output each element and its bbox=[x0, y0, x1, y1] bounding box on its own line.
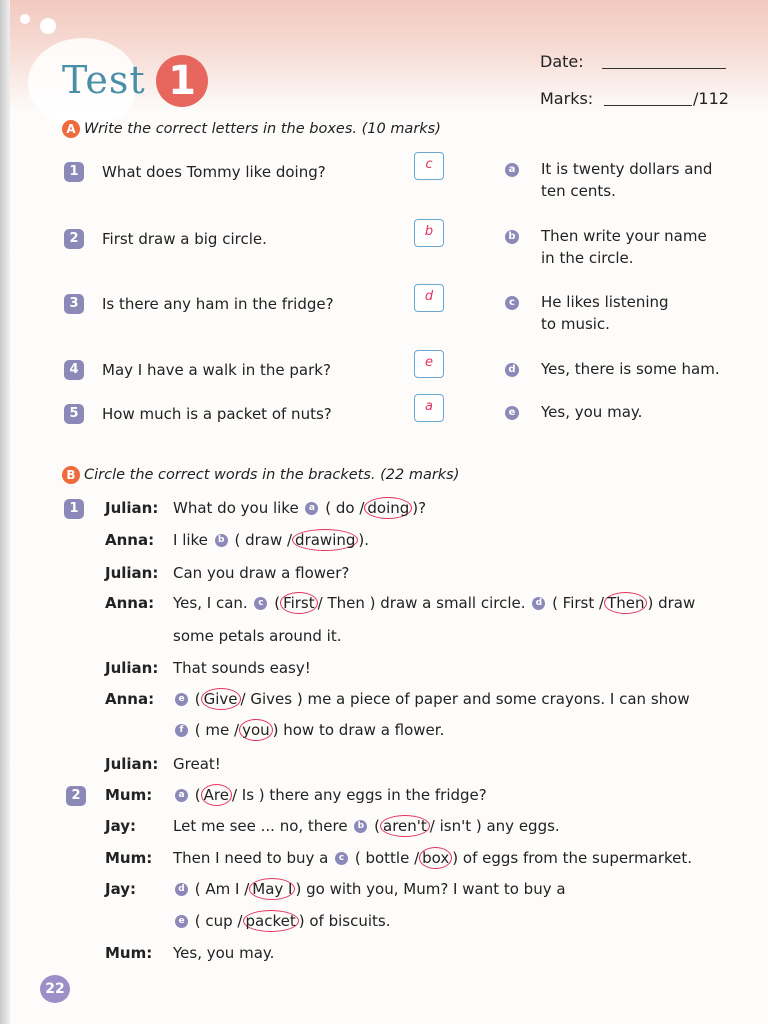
blank-letter-badge: f bbox=[175, 724, 188, 737]
dialogue-text: ) draw bbox=[647, 594, 696, 612]
speaker-name: Julian: bbox=[105, 659, 159, 677]
circled-answer[interactable]: drawing bbox=[292, 529, 358, 551]
dialogue-text: ( do / bbox=[320, 499, 365, 517]
blank-letter-badge: c bbox=[254, 597, 267, 610]
blank-letter-badge: e bbox=[175, 915, 188, 928]
blank-letter-badge: d bbox=[532, 597, 545, 610]
blank-letter-badge: a bbox=[305, 502, 318, 515]
dialogue-text: I like bbox=[173, 531, 213, 549]
dialogue-line bbox=[173, 817, 560, 835]
dialogue-line bbox=[173, 880, 566, 898]
answer-line: It is twenty dollars and bbox=[541, 160, 713, 178]
dialogue-text: Let me see ... no, there bbox=[173, 817, 353, 835]
dialogue-text: ( me / bbox=[190, 721, 240, 739]
blank-letter-badge: b bbox=[354, 820, 367, 833]
test-number-badge: 1 bbox=[156, 55, 208, 107]
circled-answer[interactable]: Give bbox=[201, 688, 241, 710]
circled-answer[interactable]: First bbox=[280, 592, 318, 614]
dialogue-text: ) of biscuits. bbox=[298, 912, 391, 930]
section-a-instruction: Write the correct letters in the boxes. (10 marks) bbox=[84, 121, 441, 137]
dialogue-text: ) how to draw a flower. bbox=[272, 721, 445, 739]
dialogue-text: some petals around it. bbox=[173, 627, 342, 645]
dialogue-line bbox=[173, 721, 444, 739]
speaker-name: Jay: bbox=[105, 880, 137, 898]
circled-answer[interactable]: Then bbox=[604, 592, 647, 614]
question-number: 4 bbox=[64, 360, 84, 380]
page-title: Test bbox=[62, 58, 146, 102]
speaker-name: Mum: bbox=[105, 786, 153, 804]
section-a-heading bbox=[62, 118, 441, 138]
blank-letter-badge: a bbox=[175, 789, 188, 802]
section-b-heading bbox=[62, 464, 459, 484]
speaker-name: Julian: bbox=[105, 564, 159, 582]
dialogue-text: ( bbox=[269, 594, 281, 612]
question-text: First draw a big circle. bbox=[102, 230, 267, 248]
answer-letter-badge: b bbox=[505, 230, 519, 244]
question-text: How much is a packet of nuts? bbox=[102, 405, 332, 423]
date-label: Date: bbox=[540, 52, 584, 71]
answer-box[interactable]: a bbox=[414, 394, 444, 422]
dialogue-line bbox=[173, 531, 369, 549]
question-number: 3 bbox=[64, 294, 84, 314]
page-number: 22 bbox=[40, 975, 70, 1003]
circled-answer[interactable]: May I bbox=[249, 878, 295, 900]
dialogue-text: ( bbox=[190, 690, 201, 708]
answer-box[interactable]: b bbox=[414, 219, 444, 247]
dialogue-text: / Gives ) me a piece of paper and some crayons. I can show bbox=[240, 690, 690, 708]
question-text: Is there any ham in the fridge? bbox=[102, 295, 334, 313]
section-b-badge: B bbox=[62, 466, 80, 484]
answer-letter-badge: a bbox=[505, 163, 519, 177]
dialogue-text: )? bbox=[412, 499, 427, 517]
answer-option bbox=[541, 158, 741, 202]
dialogue-line bbox=[173, 499, 426, 517]
dialogue-text: ( cup / bbox=[190, 912, 243, 930]
circled-answer[interactable]: you bbox=[239, 719, 273, 741]
dialogue-text: ) of eggs from the supermarket. bbox=[452, 849, 693, 867]
answer-option bbox=[541, 291, 741, 335]
dialogue-line bbox=[173, 690, 690, 708]
answer-line: in the circle. bbox=[541, 249, 634, 267]
dialogue-text: / Then ) draw a small circle. bbox=[317, 594, 531, 612]
blank-letter-badge: b bbox=[215, 534, 228, 547]
answer-letter-badge: e bbox=[505, 406, 519, 420]
speaker-name: Julian: bbox=[105, 499, 159, 517]
dialogue-text: Great! bbox=[173, 755, 221, 773]
question-text: What does Tommy like doing? bbox=[102, 163, 326, 181]
answer-box[interactable]: d bbox=[414, 284, 444, 312]
answer-box[interactable]: e bbox=[414, 350, 444, 378]
marks-label: Marks: bbox=[540, 89, 594, 108]
answer-line: He likes listening bbox=[541, 293, 669, 311]
dialogue-text: ( bottle / bbox=[350, 849, 420, 867]
answer-line: Yes, you may. bbox=[541, 403, 643, 421]
speaker-name: Anna: bbox=[105, 690, 155, 708]
dialogue-text: Yes, I can. bbox=[173, 594, 253, 612]
answer-box[interactable]: c bbox=[414, 152, 444, 180]
question-text: May I have a walk in the park? bbox=[102, 361, 331, 379]
section-a-badge: A bbox=[62, 120, 80, 138]
dialogue-line bbox=[173, 564, 349, 582]
section-b-instruction: Circle the correct words in the brackets. (22 marks) bbox=[84, 467, 460, 483]
circled-answer[interactable]: Are bbox=[201, 784, 232, 806]
dialogue-number: 1 bbox=[64, 499, 84, 519]
dialogue-text: That sounds easy! bbox=[173, 659, 311, 677]
marks-field[interactable] bbox=[604, 105, 692, 106]
circled-answer[interactable]: packet bbox=[243, 910, 299, 932]
date-field[interactable] bbox=[602, 68, 726, 69]
answer-line: Yes, there is some ham. bbox=[541, 360, 720, 378]
dialogue-text: ( bbox=[190, 786, 201, 804]
answer-letter-badge: d bbox=[505, 363, 519, 377]
dialogue-line bbox=[173, 755, 221, 773]
dialogue-text: ( First / bbox=[547, 594, 605, 612]
dialogue-line bbox=[173, 786, 487, 804]
answer-line: Then write your name bbox=[541, 227, 707, 245]
dialogue-line bbox=[173, 594, 695, 612]
circled-answer[interactable]: doing bbox=[364, 497, 412, 519]
dialogue-text: Yes, you may. bbox=[173, 944, 275, 962]
dialogue-text: What do you like bbox=[173, 499, 304, 517]
speaker-name: Mum: bbox=[105, 944, 153, 962]
blank-letter-badge: c bbox=[335, 852, 348, 865]
blank-letter-badge: e bbox=[175, 693, 188, 706]
dialogue-text: ( draw / bbox=[229, 531, 293, 549]
dialogue-line bbox=[173, 944, 274, 962]
circled-answer[interactable]: box bbox=[419, 847, 452, 869]
dialogue-text: ) go with you, Mum? I want to buy a bbox=[295, 880, 566, 898]
speaker-name: Julian: bbox=[105, 755, 159, 773]
question-number: 1 bbox=[64, 162, 84, 182]
dialogue-line bbox=[173, 659, 311, 677]
answer-line: to music. bbox=[541, 315, 610, 333]
circled-answer[interactable]: aren't bbox=[380, 815, 430, 837]
answer-line: ten cents. bbox=[541, 182, 616, 200]
speaker-name: Anna: bbox=[105, 594, 155, 612]
dialogue-text: ( Am I / bbox=[190, 880, 250, 898]
dialogue-text: ( bbox=[369, 817, 380, 835]
dialogue-number: 2 bbox=[66, 786, 86, 806]
dialogue-line bbox=[173, 627, 342, 645]
dialogue-text: ). bbox=[358, 531, 370, 549]
dialogue-line bbox=[173, 912, 390, 930]
answer-option bbox=[541, 401, 741, 423]
dialogue-text: Can you draw a flower? bbox=[173, 564, 350, 582]
marks-total: /112 bbox=[693, 89, 729, 108]
speaker-name: Mum: bbox=[105, 849, 153, 867]
blank-letter-badge: d bbox=[175, 883, 188, 896]
answer-letter-badge: c bbox=[505, 296, 519, 310]
dialogue-text: Then I need to buy a bbox=[173, 849, 334, 867]
speaker-name: Anna: bbox=[105, 531, 155, 549]
question-number: 5 bbox=[64, 404, 84, 424]
answer-option bbox=[541, 358, 741, 380]
dialogue-text: / isn't ) any eggs. bbox=[429, 817, 560, 835]
dialogue-line bbox=[173, 849, 692, 867]
dialogue-text: / Is ) there any eggs in the fridge? bbox=[231, 786, 487, 804]
speaker-name: Jay: bbox=[105, 817, 137, 835]
question-number: 2 bbox=[64, 229, 84, 249]
answer-option bbox=[541, 225, 741, 269]
